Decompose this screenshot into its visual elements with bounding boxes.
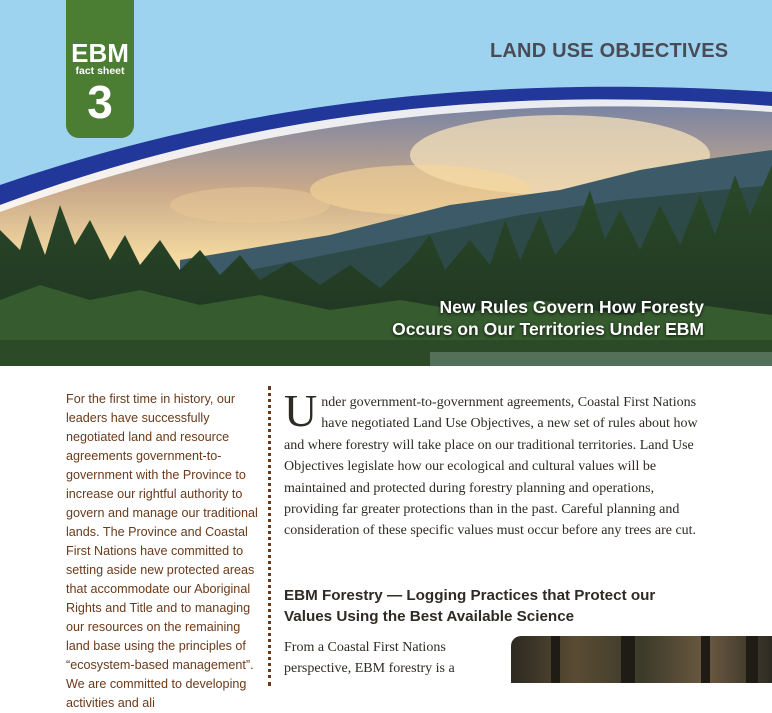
hero-caption-line1: New Rules Govern How Foresty [439,297,704,317]
badge-fact-sheet: fact sheet [75,65,125,77]
sidebar-text: For the first time in history, our leaders have successfully negotiated land and resource agreements government-to-government with the Province to increase our rightful authority to govern and manage our traditional lands. The Province and Coastal First Nations have committed to setting aside new protected areas that accommodate our Aboriginal Rights and Title and to managing our resources on the remaining land base using the principles of “ecosystem-based management”. We are committed to developing activities and ali [66,392,258,710]
badge-ebm: EBM [71,38,129,68]
drop-cap: U [284,385,318,436]
forest-photo [511,636,772,683]
intro-text: nder government-to-government agreements, Coastal First Nations have negotiated Land Use Objectives, a new set of rules about how and where forestry will take place on our traditional territories. Land Use Objectives legislate how our ecological and cultural values will be maintained and protected during forestry planning and operations, providing far greater protections than in the past. Careful planning and consideration of these specific values must occur before any trees are cut. [284,395,698,539]
badge-number: 3 [87,76,113,128]
section-body: From a Coastal First Nations perspective, EBM forestry is a [284,640,455,677]
hero-caption [392,296,704,340]
column-divider [268,386,271,686]
fact-sheet-badge [66,0,134,138]
hero-caption-line2: Occurs on Our Territories Under EBM [392,319,704,339]
page-title: LAND USE OBJECTIVES [490,40,729,62]
section-heading: EBM Forestry — Logging Practices that Protect our Values Using the Best Available Science [284,587,656,625]
intro-paragraph [284,385,702,542]
